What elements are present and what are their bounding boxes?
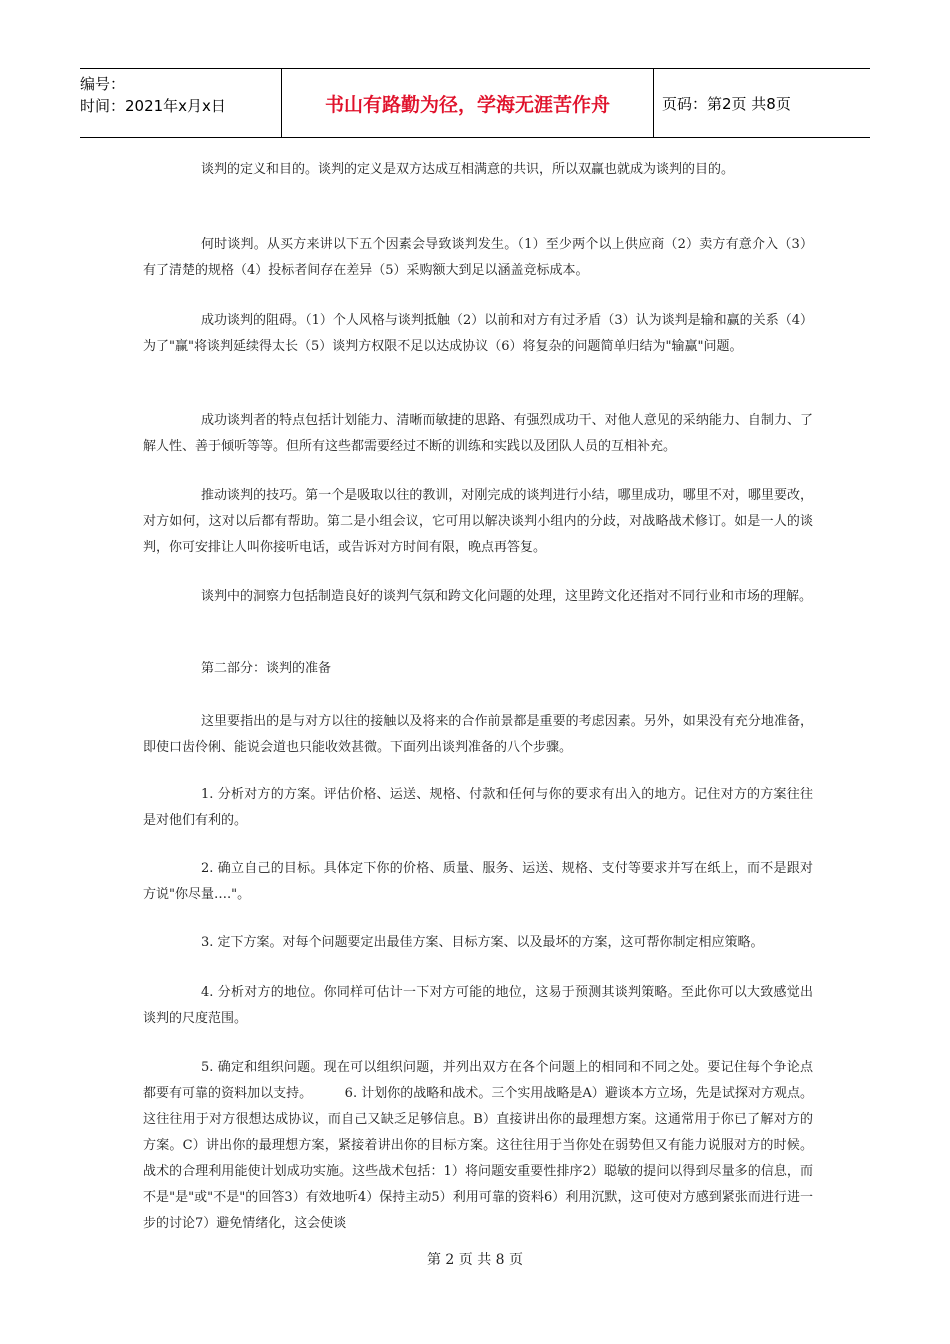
paragraph-insight: 谈判中的洞察力包括制造良好的谈判气氛和跨文化问题的处理，这里跨文化还指对不同行业和市场的理解。: [201, 589, 813, 604]
step-3: 3. 定下方案。对每个问题要定出最佳方案、目标方案、以及最坏的方案，这可帮你制定相应策略。: [201, 935, 764, 950]
paragraph-when: 何时谈判。从买方来讲以下五个因素会导致谈判发生。（1）至少两个以上供应商（2）卖方有意介入（3）有了清楚的规格（4）投标者间存在差异（5）采购额大到足以涵盖竞标成本。: [143, 237, 813, 278]
page-label: 页码：第2页 共8页: [662, 94, 791, 113]
paragraph-techniques: 推动谈判的技巧。第一个是吸取以往的教训，对刚完成的谈判进行小结，哪里成功，哪里不对，哪里要改，对方如何，这对以后都有帮助。第二是小组会议，它可用以解决谈判小组内的分歧，对战略战术修订。如是一人的谈判，你可安排让人叫你接听电话，或告诉对方时间有限，晚点再答复。: [143, 488, 813, 555]
header-meta: [80, 69, 282, 137]
step-2: 2. 确立自己的目标。具体定下你的价格、质量、服务、运送、规格、支付等要求并写在纸上，而不是跟对方说"你尽量…."。: [143, 861, 813, 902]
motto: 书山有路勤为径，学海无涯苦作舟: [282, 69, 654, 137]
paragraph-obstacles: 成功谈判的阻碍。（1）个人风格与谈判抵触（2）以前和对方有过矛盾（3）认为谈判是输和赢的关系（4）为了"赢"将谈判延续得太长（5）谈判方权限不足以达成协议（6）将复杂的问题简单归结为"输赢"问题。: [143, 313, 813, 354]
paragraph-definition: 谈判的定义和目的。谈判的定义是双方达成互相满意的共识，所以双赢也就成为谈判的目的。: [201, 162, 735, 177]
page-header: [80, 68, 870, 138]
number-label: 编号：: [80, 75, 126, 93]
paragraph-traits: 成功谈判者的特点包括计划能力、清晰而敏捷的思路、有强烈成功干、对他人意见的采纳能力、自制力、了解人性、善于倾听等等。但所有这些都需要经过不断的训练和实践以及团队人员的互相补充。: [143, 413, 813, 454]
page-footer: 第 2 页 共 8 页: [426, 1252, 524, 1268]
paragraph-preparation: 这里要指出的是与对方以往的接触以及将来的合作前景都是重要的考虑因素。另外，如果没有充分地准备，即使口齿伶俐、能说会道也只能收效甚微。下面列出谈判准备的八个步骤。: [143, 714, 813, 755]
section-heading: 第二部分：谈判的准备: [201, 661, 332, 676]
step-1: 1. 分析对方的方案。评估价格、运送、规格、付款和任何与你的要求有出入的地方。记住对方的方案往往是对他们有利的。: [143, 787, 813, 828]
step-5-6: 5. 确定和组织问题。现在可以组织问题，并列出双方在各个问题上的相同和不同之处。要记住每个争论点都要有可靠的资料加以支持。 6. 计划你的战略和战术。三个实用战略是A）避谈本方立场，先是试探对方观点。这往往用于对方很想达成协议，而自己又缺乏足够信息。B）直接讲出你的最理想方案。这通常用于你已了解对方的方案。C）讲出你的最理想方案，紧接着讲出你的目标方案。这往往用于当你处在弱势但又有能力说服对方的时候。战术的合理利用能使计划成功实施。这些战术包括：1）将问题安重要性排序2）聪敏的提问以得到尽量多的信息，而不是"是"或"不是"的回答3）有效地听4）保持主动5）利用可靠的资料6）利用沉默，这可使对方感到紧张而进行进一步的讨论7）避免情绪化，这会使谈: [143, 1060, 813, 1231]
time-label: 时间：2021年x月x日: [80, 97, 226, 115]
step-4: 4. 分析对方的地位。你同样可估计一下对方可能的地位，这易于预测其谈判策略。至此你可以大致感觉出谈判的尺度范围。: [143, 985, 813, 1026]
